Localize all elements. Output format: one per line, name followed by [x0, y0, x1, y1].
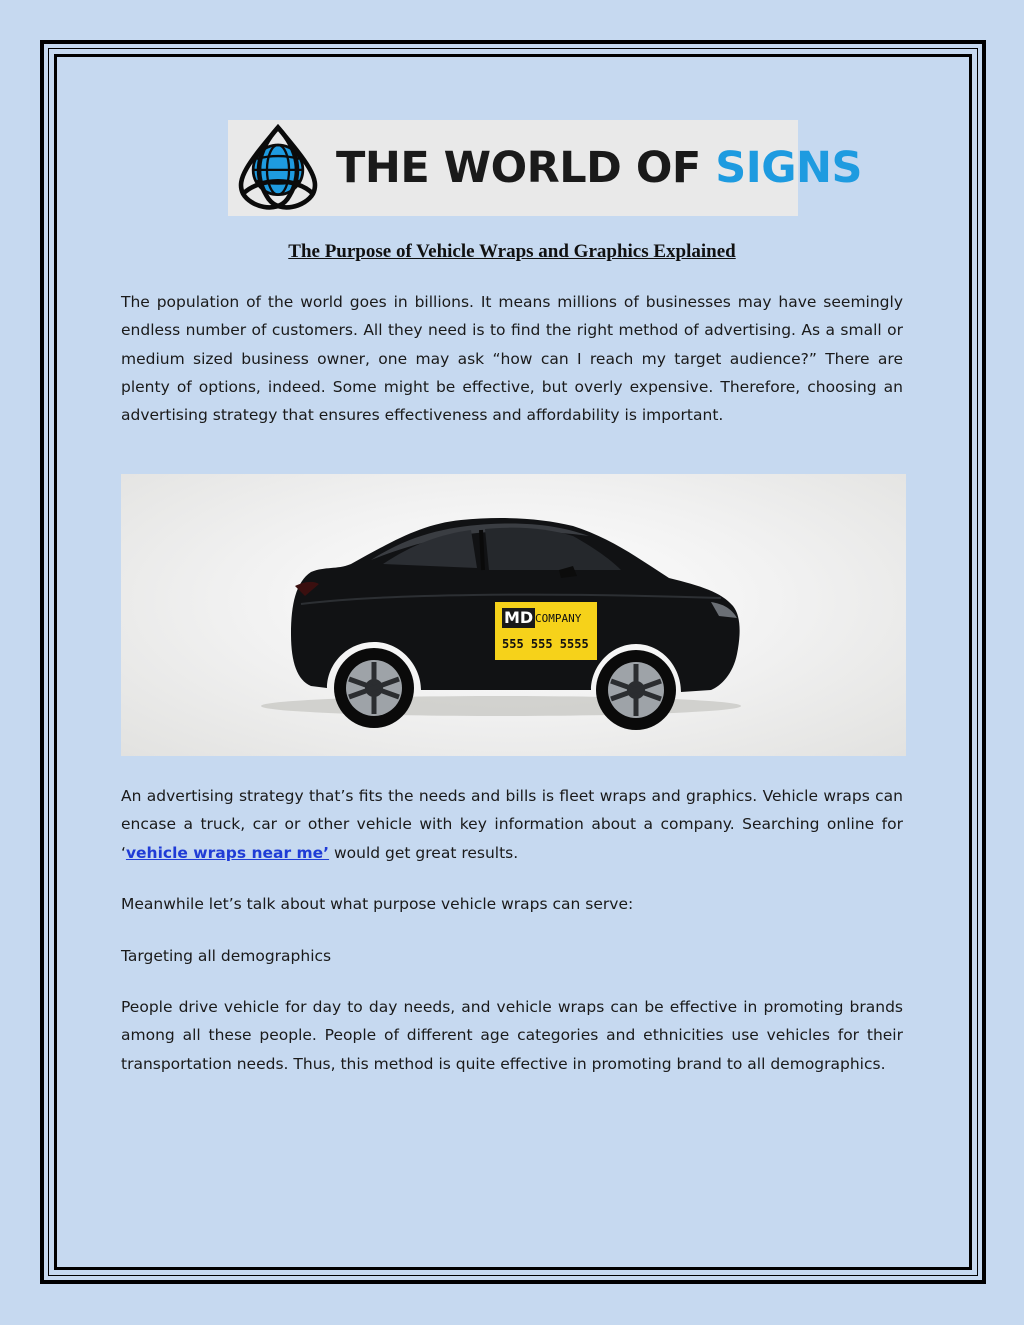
- company-decal: [495, 602, 597, 660]
- car-photo: [121, 474, 906, 756]
- intro-paragraph: The population of the world goes in billions. It means millions of businesses may have seemingly endless number of customers. All they need is to find the right method of advertising. As a small or medium sized business owner, one may ask “how can I reach my target audience?” There are plenty of options, indeed. Some might be effective, but overly expensive. Therefore, choosing an advertising strategy that ensures effectiveness and affordability is important.: [121, 293, 903, 425]
- triquetra-globe-icon: [232, 122, 324, 214]
- decal-company: COMPANY: [535, 612, 582, 625]
- demographics-paragraph: People drive vehicle for day to day needs, and vehicle wraps can be effective in promoting brands among all these people. People of different age categories and ethnicities use vehicles for their transportation needs. Thus, this method is quite effective in promoting brand to all demographics.: [121, 998, 903, 1073]
- page-title: The Purpose of Vehicle Wraps and Graphics Explained: [288, 241, 736, 262]
- section-heading-demographics: Targeting all demographics: [121, 947, 332, 965]
- decal-phone: 555 555 5555: [502, 637, 589, 651]
- logo-text-dark: THE WORLD OF: [336, 143, 716, 193]
- fleet-wraps-text: An advertising strategy that’s fits the needs and bills is fleet wraps and graphics. Vehicle wraps can encase a truck, car or other vehicle with key information about a company. Searching online for ‘: [121, 787, 903, 862]
- company-logo: [228, 120, 862, 216]
- decal-logo: MD: [504, 608, 534, 627]
- fleet-wraps-text-end: would get great results.: [329, 843, 519, 862]
- logo-wordmark: [336, 142, 862, 194]
- fleet-wraps-paragraph: [121, 782, 903, 867]
- logo-text-accent: SIGNS: [715, 143, 862, 193]
- vehicle-wraps-link[interactable]: vehicle wraps near me’: [125, 843, 330, 862]
- purpose-intro: Meanwhile let’s talk about what purpose vehicle wraps can serve:: [121, 895, 634, 913]
